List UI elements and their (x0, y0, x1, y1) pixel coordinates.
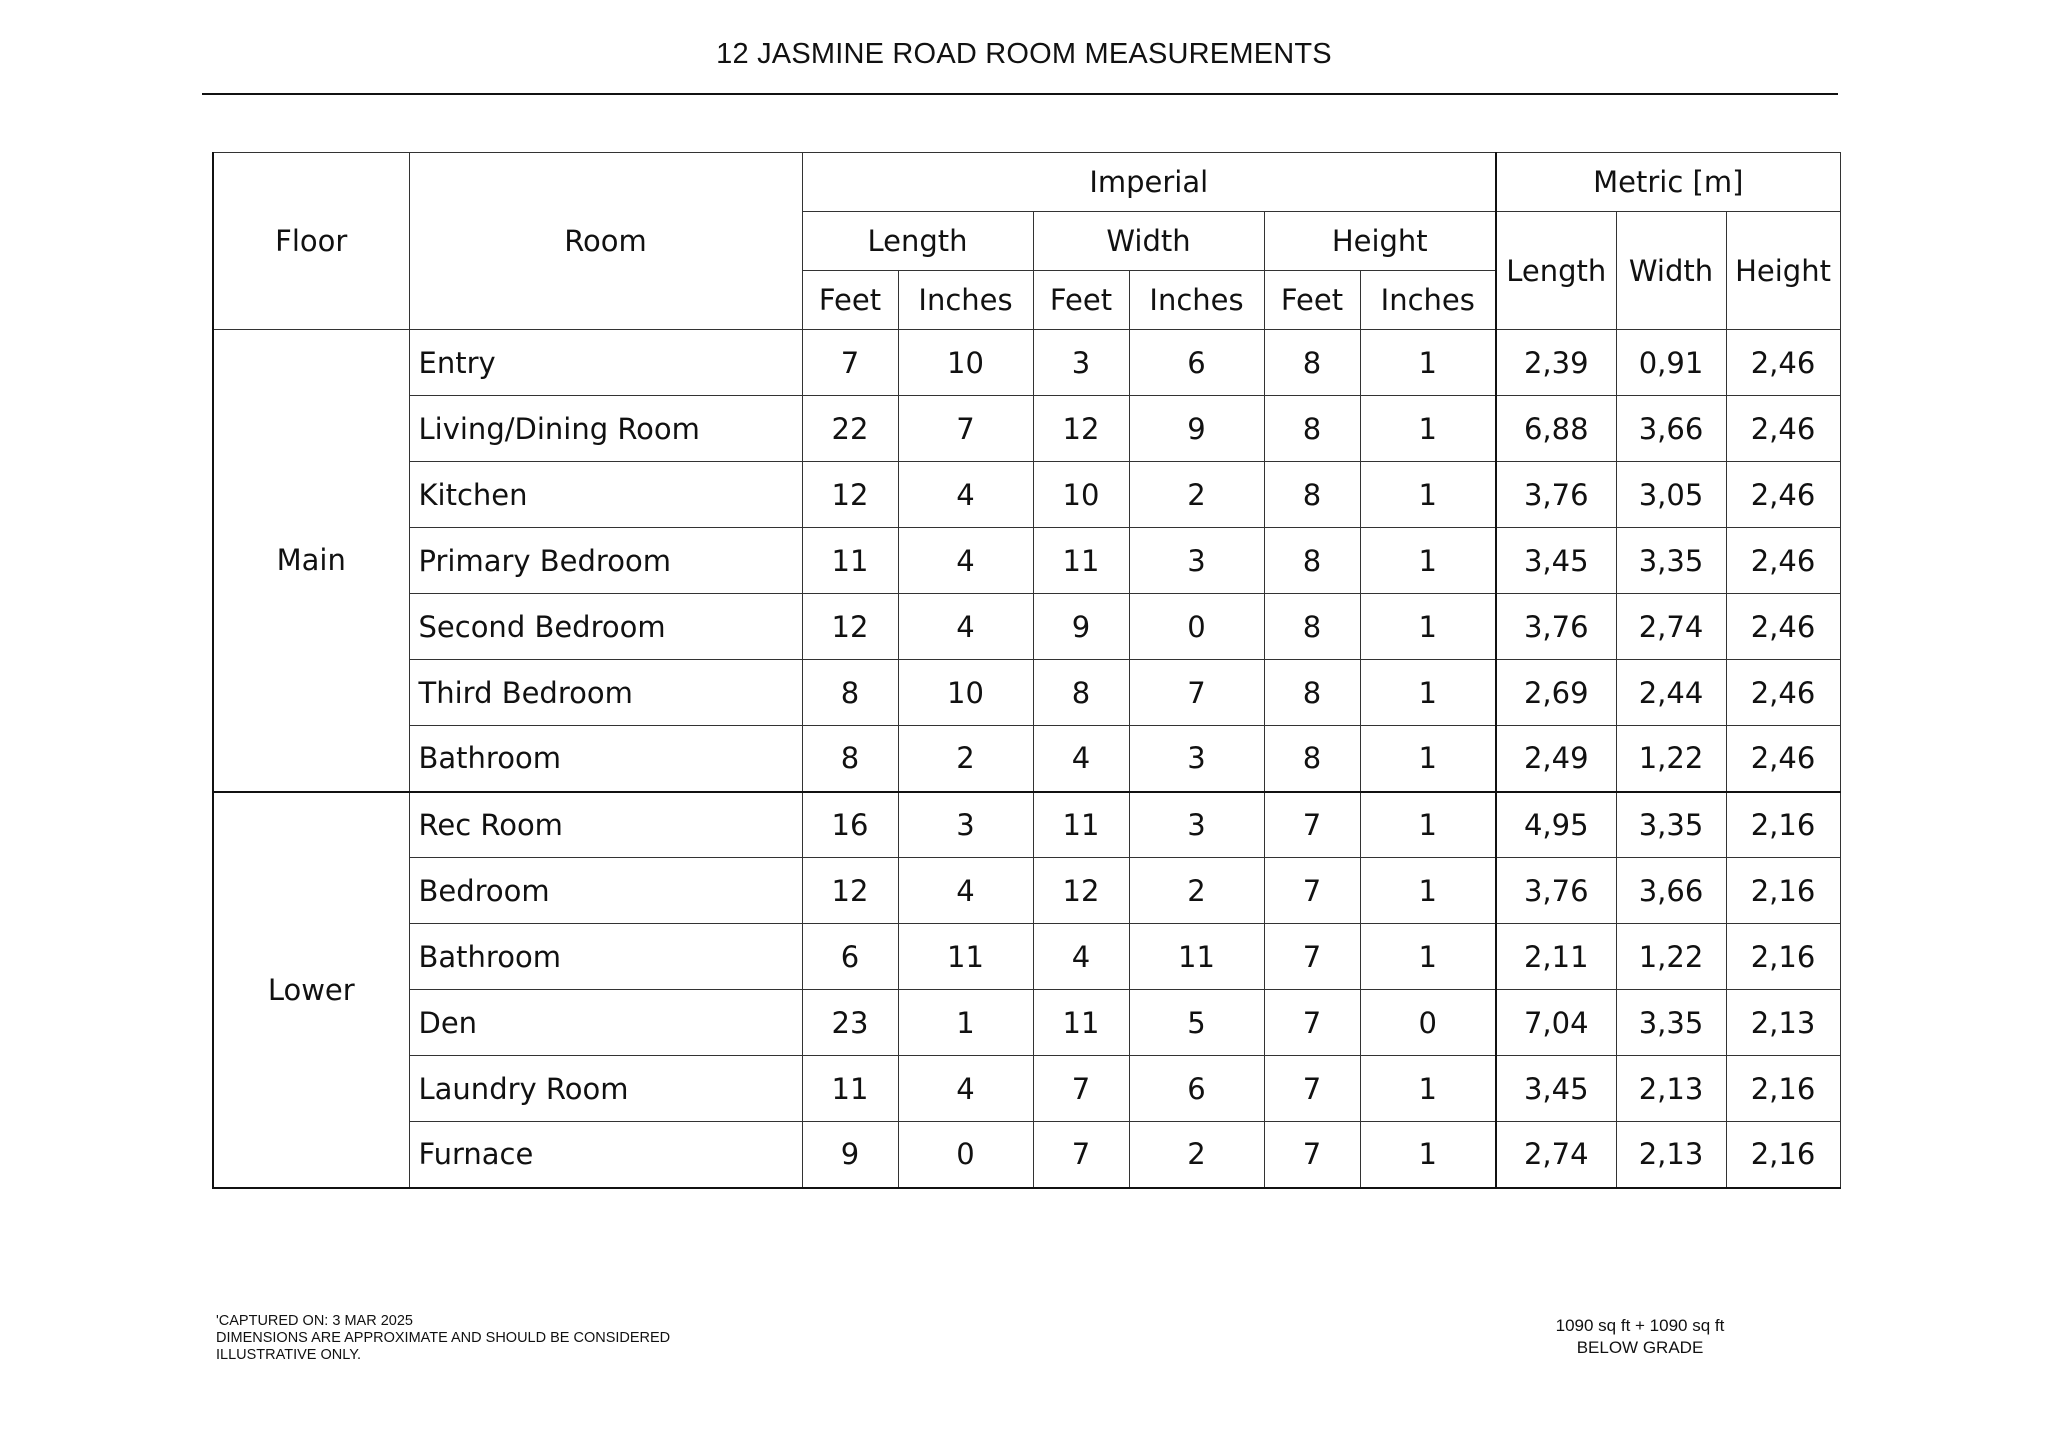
header-metric-width: Width (1616, 212, 1726, 330)
length-inches-cell: 4 (898, 528, 1033, 594)
metric-length-cell: 6,88 (1496, 396, 1616, 462)
metric-length-cell: 2,69 (1496, 660, 1616, 726)
table-row (213, 1056, 1840, 1122)
metric-width-cell: 1,22 (1616, 726, 1726, 792)
room-name-cell: Laundry Room (409, 1056, 802, 1122)
table-row (213, 792, 1840, 858)
length-feet-cell: 7 (802, 330, 898, 396)
metric-length-cell: 4,95 (1496, 792, 1616, 858)
page-title: 12 JASMINE ROAD ROOM MEASUREMENTS (716, 38, 1332, 70)
width-feet-cell: 9 (1033, 594, 1129, 660)
metric-length-cell: 3,76 (1496, 858, 1616, 924)
length-feet-cell: 12 (802, 594, 898, 660)
metric-height-cell: 2,16 (1726, 1056, 1840, 1122)
length-inches-cell: 4 (898, 594, 1033, 660)
table-row (213, 858, 1840, 924)
height-inches-cell: 1 (1360, 726, 1496, 792)
metric-height-cell: 2,16 (1726, 1122, 1840, 1188)
width-feet-cell: 7 (1033, 1056, 1129, 1122)
metric-height-cell: 2,13 (1726, 990, 1840, 1056)
metric-height-cell: 2,46 (1726, 660, 1840, 726)
area-total: 1090 sq ft + 1090 sq ft (1555, 1316, 1725, 1335)
length-feet-cell: 6 (802, 924, 898, 990)
height-inches-cell: 1 (1360, 396, 1496, 462)
width-feet-cell: 12 (1033, 858, 1129, 924)
header-metric-length: Length (1496, 212, 1616, 330)
metric-height-cell: 2,16 (1726, 792, 1840, 858)
room-name-cell: Kitchen (409, 462, 802, 528)
height-inches-cell: 1 (1360, 858, 1496, 924)
length-feet-cell: 11 (802, 528, 898, 594)
room-name-cell: Living/Dining Room (409, 396, 802, 462)
metric-length-cell: 2,39 (1496, 330, 1616, 396)
table-row (213, 528, 1840, 594)
metric-width-cell: 1,22 (1616, 924, 1726, 990)
metric-width-cell: 3,35 (1616, 990, 1726, 1056)
room-name-cell: Furnace (409, 1122, 802, 1188)
length-feet-cell: 22 (802, 396, 898, 462)
table-row (213, 594, 1840, 660)
metric-width-cell: 2,74 (1616, 594, 1726, 660)
metric-length-cell: 2,49 (1496, 726, 1616, 792)
length-inches-cell: 11 (898, 924, 1033, 990)
footer-notes (216, 1313, 670, 1364)
width-feet-cell: 7 (1033, 1122, 1129, 1188)
length-inches-cell: 7 (898, 396, 1033, 462)
header-room: Room (409, 153, 802, 330)
metric-width-cell: 0,91 (1616, 330, 1726, 396)
height-feet-cell: 8 (1264, 594, 1360, 660)
room-name-cell: Den (409, 990, 802, 1056)
table-row (213, 924, 1840, 990)
height-feet-cell: 7 (1264, 924, 1360, 990)
table-body (213, 330, 1840, 1188)
metric-height-cell: 2,46 (1726, 594, 1840, 660)
length-inches-cell: 4 (898, 1056, 1033, 1122)
width-feet-cell: 3 (1033, 330, 1129, 396)
width-inches-cell: 3 (1129, 528, 1264, 594)
metric-height-cell: 2,46 (1726, 330, 1840, 396)
width-inches-cell: 2 (1129, 462, 1264, 528)
metric-height-cell: 2,46 (1726, 528, 1840, 594)
table-row (213, 990, 1840, 1056)
width-feet-cell: 11 (1033, 528, 1129, 594)
length-inches-cell: 10 (898, 660, 1033, 726)
header-imperial-height: Height (1264, 212, 1496, 271)
width-inches-cell: 3 (1129, 726, 1264, 792)
height-inches-cell: 1 (1360, 924, 1496, 990)
length-feet-cell: 23 (802, 990, 898, 1056)
header-width-feet: Feet (1033, 271, 1129, 330)
width-inches-cell: 6 (1129, 1056, 1264, 1122)
metric-height-cell: 2,16 (1726, 924, 1840, 990)
width-inches-cell: 9 (1129, 396, 1264, 462)
header-length-inches: Inches (898, 271, 1033, 330)
width-inches-cell: 5 (1129, 990, 1264, 1056)
width-feet-cell: 10 (1033, 462, 1129, 528)
metric-height-cell: 2,16 (1726, 858, 1840, 924)
metric-length-cell: 7,04 (1496, 990, 1616, 1056)
height-feet-cell: 7 (1264, 858, 1360, 924)
width-inches-cell: 6 (1129, 330, 1264, 396)
height-inches-cell: 1 (1360, 330, 1496, 396)
metric-height-cell: 2,46 (1726, 462, 1840, 528)
length-feet-cell: 8 (802, 660, 898, 726)
table-row (213, 726, 1840, 792)
area-below-grade: BELOW GRADE (1576, 1338, 1704, 1357)
height-feet-cell: 8 (1264, 528, 1360, 594)
room-name-cell: Second Bedroom (409, 594, 802, 660)
title-divider (202, 93, 1838, 95)
metric-width-cell: 3,66 (1616, 396, 1726, 462)
metric-width-cell: 3,35 (1616, 792, 1726, 858)
length-inches-cell: 3 (898, 792, 1033, 858)
table-row (213, 330, 1840, 396)
width-inches-cell: 0 (1129, 594, 1264, 660)
height-inches-cell: 0 (1360, 990, 1496, 1056)
length-inches-cell: 10 (898, 330, 1033, 396)
height-feet-cell: 8 (1264, 726, 1360, 792)
header-metric: Metric [m] (1496, 153, 1840, 212)
metric-length-cell: 3,76 (1496, 594, 1616, 660)
metric-length-cell: 3,45 (1496, 528, 1616, 594)
length-feet-cell: 16 (802, 792, 898, 858)
room-name-cell: Bathroom (409, 726, 802, 792)
length-inches-cell: 2 (898, 726, 1033, 792)
length-inches-cell: 0 (898, 1122, 1033, 1188)
width-feet-cell: 11 (1033, 990, 1129, 1056)
height-inches-cell: 1 (1360, 1056, 1496, 1122)
table-row (213, 660, 1840, 726)
height-feet-cell: 7 (1264, 990, 1360, 1056)
header-metric-height: Height (1726, 212, 1840, 330)
height-feet-cell: 7 (1264, 1122, 1360, 1188)
height-feet-cell: 7 (1264, 1056, 1360, 1122)
area-summary (1530, 1315, 1750, 1359)
height-inches-cell: 1 (1360, 528, 1496, 594)
metric-height-cell: 2,46 (1726, 726, 1840, 792)
width-feet-cell: 4 (1033, 726, 1129, 792)
height-inches-cell: 1 (1360, 792, 1496, 858)
length-feet-cell: 8 (802, 726, 898, 792)
header-imperial-width: Width (1033, 212, 1264, 271)
table-row (213, 396, 1840, 462)
length-inches-cell: 1 (898, 990, 1033, 1056)
room-name-cell: Third Bedroom (409, 660, 802, 726)
height-inches-cell: 1 (1360, 462, 1496, 528)
header-length-feet: Feet (802, 271, 898, 330)
room-name-cell: Bedroom (409, 858, 802, 924)
length-feet-cell: 11 (802, 1056, 898, 1122)
width-feet-cell: 12 (1033, 396, 1129, 462)
width-inches-cell: 7 (1129, 660, 1264, 726)
header-imperial: Imperial (802, 153, 1496, 212)
table-header (213, 153, 1840, 330)
room-name-cell: Bathroom (409, 924, 802, 990)
height-feet-cell: 7 (1264, 792, 1360, 858)
width-inches-cell: 2 (1129, 1122, 1264, 1188)
disclaimer-line-1: DIMENSIONS ARE APPROXIMATE AND SHOULD BE CONSIDERED (216, 1330, 671, 1346)
captured-date: 'CAPTURED ON: 3 MAR 2025 (216, 1313, 413, 1329)
height-inches-cell: 1 (1360, 660, 1496, 726)
width-inches-cell: 2 (1129, 858, 1264, 924)
metric-length-cell: 3,45 (1496, 1056, 1616, 1122)
metric-width-cell: 3,35 (1616, 528, 1726, 594)
header-height-inches: Inches (1360, 271, 1496, 330)
floor-cell: Main (213, 330, 409, 792)
room-name-cell: Primary Bedroom (409, 528, 802, 594)
metric-width-cell: 2,44 (1616, 660, 1726, 726)
width-inches-cell: 3 (1129, 792, 1264, 858)
room-name-cell: Rec Room (409, 792, 802, 858)
header-height-feet: Feet (1264, 271, 1360, 330)
width-inches-cell: 11 (1129, 924, 1264, 990)
room-measurements-table (212, 152, 1841, 1189)
metric-width-cell: 3,66 (1616, 858, 1726, 924)
width-feet-cell: 11 (1033, 792, 1129, 858)
header-imperial-length: Length (802, 212, 1033, 271)
length-feet-cell: 12 (802, 462, 898, 528)
metric-height-cell: 2,46 (1726, 396, 1840, 462)
header-floor: Floor (213, 153, 409, 330)
table-row (213, 1122, 1840, 1188)
room-name-cell: Entry (409, 330, 802, 396)
height-feet-cell: 8 (1264, 396, 1360, 462)
metric-length-cell: 3,76 (1496, 462, 1616, 528)
length-inches-cell: 4 (898, 462, 1033, 528)
metric-width-cell: 2,13 (1616, 1122, 1726, 1188)
metric-length-cell: 2,11 (1496, 924, 1616, 990)
metric-width-cell: 2,13 (1616, 1056, 1726, 1122)
table-row (213, 462, 1840, 528)
height-feet-cell: 8 (1264, 660, 1360, 726)
height-feet-cell: 8 (1264, 462, 1360, 528)
height-inches-cell: 1 (1360, 594, 1496, 660)
length-inches-cell: 4 (898, 858, 1033, 924)
width-feet-cell: 4 (1033, 924, 1129, 990)
floor-cell: Lower (213, 792, 409, 1188)
length-feet-cell: 9 (802, 1122, 898, 1188)
height-inches-cell: 1 (1360, 1122, 1496, 1188)
disclaimer-line-2: ILLUSTRATIVE ONLY. (216, 1347, 362, 1363)
header-width-inches: Inches (1129, 271, 1264, 330)
length-feet-cell: 12 (802, 858, 898, 924)
width-feet-cell: 8 (1033, 660, 1129, 726)
height-feet-cell: 8 (1264, 330, 1360, 396)
metric-length-cell: 2,74 (1496, 1122, 1616, 1188)
metric-width-cell: 3,05 (1616, 462, 1726, 528)
